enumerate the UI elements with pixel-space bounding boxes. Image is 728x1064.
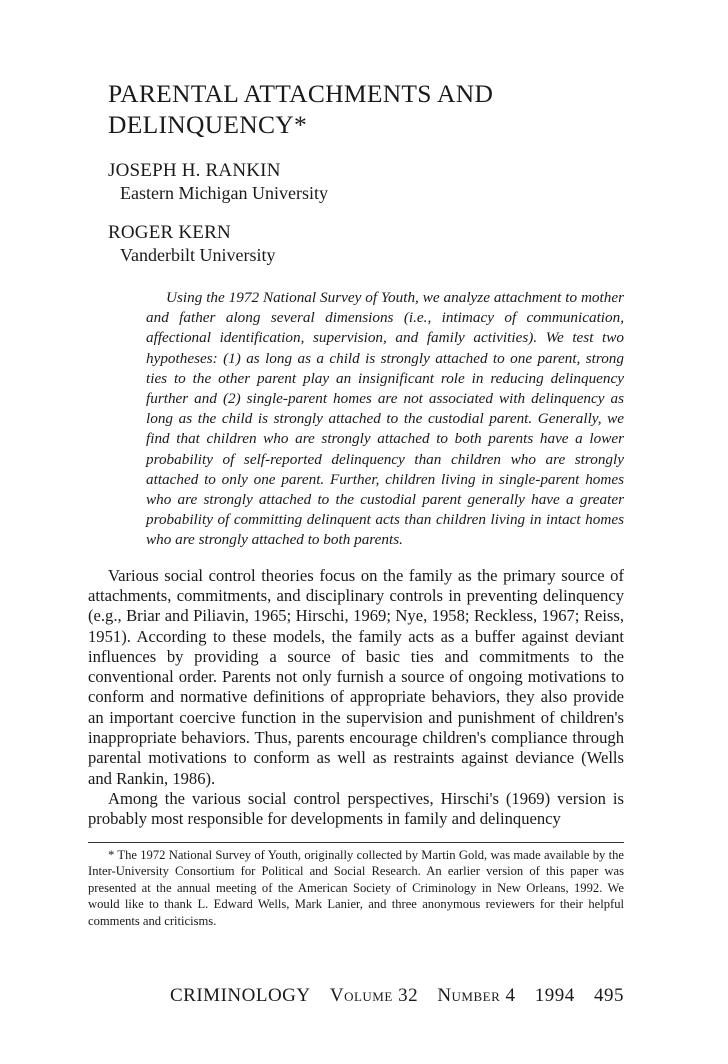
page-number: 495 [594, 985, 625, 1006]
title-line-2: DELINQUENCY* [108, 110, 308, 139]
article-page [88, 78, 624, 929]
author-name: ROGER KERN [108, 222, 231, 243]
volume-number: 32 [398, 985, 419, 1006]
body-paragraph-2: Among the various social control perspectives, Hirschi's (1969) version is probably most responsible for developments in family and delinquency [88, 788, 624, 829]
author-block-1 [108, 160, 624, 204]
journal-name: CRIMINOLOGY [170, 985, 311, 1006]
author-affiliation: Vanderbilt University [120, 245, 276, 265]
running-footer [170, 985, 624, 1007]
issue-number: 4 [505, 985, 516, 1006]
body-paragraph-1: Various social control theories focus on the family as the primary source of attachments, commitments, and disciplinary controls in preventing delinquency (e.g., Briar and Piliavin, 1965; Hirschi, 1969; Nye, 1958; Reckless, 1967; Reiss, 1951). According to these models, the family acts as a buffer against deviant influences by providing a source of basic ties and commitments to the conventional order. Parents not only furnish a source of ongoing motivations to conform and normative definitions of appropriate behaviors, they also provide an important coercive function in the supervision and punishment of children's inappropriate behaviors. Thus, parents encourage children's compliance through parental motivations to conform as well as restraints against deviance (Wells and Rankin, 1986). [88, 565, 624, 788]
footnote-text: * The 1972 National Survey of Youth, originally collected by Martin Gold, was made available by the Inter-University Consortium for Political and Social Research. An earlier version of this paper was presented at the annual meeting of the American Society of Criminology in New Orleans, 1992. We would like to thank L. Edward Wells, Mark Lanier, and three anonymous reviewers for their helpful comments and criticisms. [88, 847, 624, 928]
footnote-divider [88, 842, 624, 843]
article-title [108, 78, 624, 140]
author-affiliation: Eastern Michigan University [120, 183, 328, 203]
body-text [88, 566, 624, 830]
footnote [88, 847, 624, 930]
author-name: JOSEPH H. RANKIN [108, 160, 281, 181]
publication-year: 1994 [534, 985, 575, 1006]
author-block-2 [108, 222, 624, 266]
volume-label: Volume [329, 985, 393, 1006]
number-label: Number [437, 985, 501, 1006]
title-line-1: PARENTAL ATTACHMENTS AND [108, 79, 494, 108]
abstract: Using the 1972 National Survey of Youth, we analyze attachment to mother and father along several dimensions (i.e., intimacy of communication, affectional identification, supervision, and family activities). We test two hypotheses: (1) as long as a child is strongly attached to one parent, strong ties to the other parent play an insignificant role in reducing delinquency further and (2) single-parent homes are not associated with delinquency as long as the child is strongly attached to the custodial parent. Generally, we find that children who are strongly attached to both parents have a lower probability of self-reported delinquency than children who are strongly attached to only one parent. Further, children living in single-parent homes who are strongly attached to the custodial parent generally have a greater probability of committing delinquent acts than children living in intact homes who are strongly attached to both parents. [146, 289, 624, 549]
